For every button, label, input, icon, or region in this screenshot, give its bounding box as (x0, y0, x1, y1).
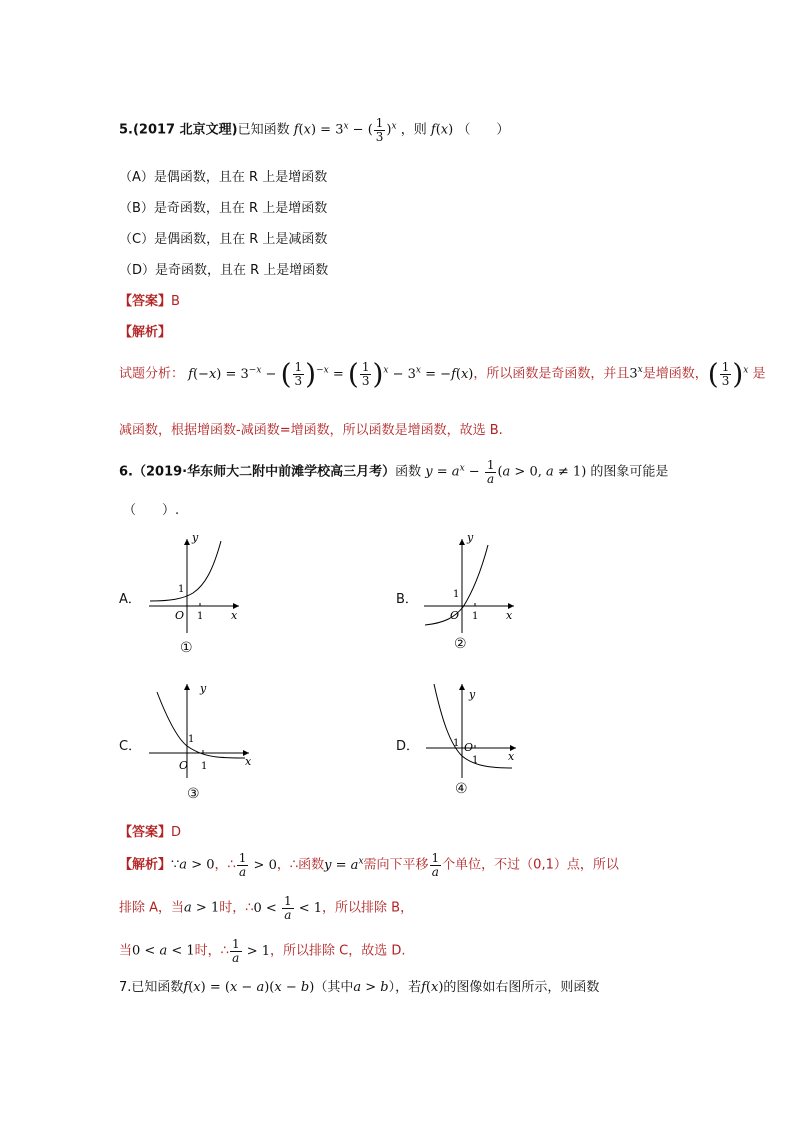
q5-option-a: （A）是偶函数，且在 R 上是增函数 (119, 170, 328, 185)
q6-option-b-label: B． (396, 592, 418, 607)
svg-text:1: 1 (197, 611, 204, 622)
q6-answer-label: 【答案】 (119, 825, 172, 840)
svg-text:x: x (245, 755, 252, 768)
q5-stem-b: ，则 (400, 122, 427, 138)
q6-option-d-label: D． (396, 739, 420, 754)
q6-a-l3-c: ，所以排除 C，故选 D. (270, 943, 406, 959)
svg-text:O: O (179, 759, 189, 772)
q5-stem: 5.(2017 北京文理)已知函数 $f(x) = 3^x$ − ( $\frac{1}{3}$ )$^x$ ，则 f(x) （ ） (119, 116, 510, 144)
q5-option-c: （C）是偶函数，且在 R 上是减函数 (119, 232, 328, 247)
q5-analysis-line1: 试题分析： $f(-x) = 3^{-x}$ − ( $\frac{1}{3}$ )$^{-x}$ = ( $\frac{1}{3}$ )$^x - 3^x = -f(x)$，所以函数是奇函数，并且3$^x$是增函数，( $\frac{1}{3}$ )$^x$ 是 (119, 357, 766, 390)
q6-a-l2-c: ，所以排除 B， (322, 900, 414, 916)
svg-text:x: x (231, 609, 238, 622)
q6-stem: 6.（2019·华东师大二附中前滩学校高三月考）函数 $y = a^x$ − $\frac{1}{a}$ (a > 0, a ≠ 1) 的图象可能是 (119, 458, 669, 486)
q5-analysis-mid2: 是增函数， (642, 366, 708, 382)
q6-graph-d (422, 680, 522, 780)
q6-circle-2: ② (454, 636, 467, 652)
q5-option-b: （B）是奇函数，且在 R 上是增函数 (119, 201, 328, 216)
q6-stem-line2: （ ）. (123, 503, 180, 518)
svg-text:x: x (508, 750, 515, 763)
svg-text:O: O (175, 609, 185, 622)
q6-a-l2-b: 时，∴ (219, 900, 254, 916)
q6-analysis-line1: 【解析】∵a > 0，∴ $\frac{1}{a}$ > 0，∴函数$y = a^x$需向下平移 $\frac{1}{a}$ 个单位，不过（0,1）点，所以 (119, 851, 619, 879)
q7-stem: 7.已知函数f(x) = (x − a)(x − b)（其中a > b），若f(x)的图像如右图所示，则函数 (119, 980, 600, 995)
q6-option-a-label: A． (119, 592, 141, 607)
q6-circle-4: ④ (455, 781, 468, 797)
q6-a-l2-a: 排除 A，当 (119, 900, 185, 916)
svg-text:1: 1 (188, 734, 195, 745)
q6-graph-c (145, 680, 255, 780)
q6-circle-1: ① (180, 640, 193, 656)
q5-analysis-prefix: 试题分析： (119, 366, 185, 382)
q6-graph-a (145, 535, 245, 635)
q7-tail: 的图像如右图所示，则函数 (443, 980, 600, 995)
q6-a-l3-a: 当 (119, 943, 133, 959)
q6-stem-b: 的图象可能是 (590, 464, 669, 480)
svg-text:x: x (506, 609, 513, 622)
q6-analysis-line2: 排除 A，当a > 1时，∴0 < $\frac{1}{a}$ < 1，所以排除 B， (119, 894, 414, 922)
q6-option-c-label: C． (119, 739, 142, 754)
q6-a-l3-b: 时，∴ (194, 943, 229, 959)
q6-a-l1-c: ，∴函数 (276, 857, 325, 873)
q5-answer-label: 【答案】 (119, 294, 172, 309)
q5-answer-value: B (171, 294, 180, 309)
q6-stem-a: 函数 (395, 464, 422, 480)
q5-analysis-line2: 减函数，根据增函数-减函数=增函数，所以函数是增函数，故选 B. (119, 423, 503, 438)
q6-analysis-line3: 当0 < a < 1时，∴ $\frac{1}{a}$ > 1，所以排除 C，故选 D. (119, 937, 406, 965)
q6-a-l1-b: ，∴ (214, 857, 236, 873)
svg-text:1: 1 (472, 611, 479, 622)
svg-text:1: 1 (453, 738, 460, 749)
svg-text:y: y (469, 688, 476, 701)
q7-prefix: 7.已知函数 (119, 980, 184, 995)
svg-text:y: y (467, 535, 474, 544)
svg-text:O: O (464, 741, 474, 754)
q6-answer (119, 821, 181, 840)
svg-text:1: 1 (472, 755, 479, 766)
svg-text:1: 1 (178, 584, 185, 595)
q5-stem-c: （ ） (457, 122, 510, 138)
q5-formula: f (293, 122, 299, 138)
q5-analysis-label: 【解析】 (119, 325, 172, 340)
q7-mid: （其中 (314, 980, 354, 995)
q5-option-d: （D）是奇函数，且在 R 上是增函数 (119, 263, 329, 278)
q6-a-l1-d: 需向下平移 (363, 857, 429, 873)
q6-analysis-label: 【解析】 (119, 857, 172, 873)
q6-graph-b (420, 535, 520, 635)
q6-circle-3: ③ (187, 786, 200, 802)
q6-a-l1-e: 个单位，不过（0,1）点，所以 (442, 857, 619, 873)
q5-answer (119, 290, 180, 309)
q5-stem-a: 已知函数 (237, 122, 290, 138)
svg-text:y: y (192, 535, 199, 544)
q5-analysis-mid1: ，所以函数是奇函数，并且 (473, 366, 630, 382)
q6-prefix: 6.（2019·华东师大二附中前滩学校高三月考） (119, 464, 396, 480)
q5-prefix: 5.(2017 北京文理) (119, 122, 238, 138)
svg-text:1: 1 (201, 761, 208, 772)
q6-answer-value: D (171, 825, 182, 840)
svg-text:y: y (200, 682, 207, 695)
svg-text:O: O (450, 609, 460, 622)
q5-frac: $\frac{1}{3}$ (375, 116, 384, 144)
svg-text:1: 1 (453, 589, 460, 600)
q7-mid2: ），若 (388, 980, 422, 995)
q5-analysis-mid3: 是 (752, 366, 766, 382)
